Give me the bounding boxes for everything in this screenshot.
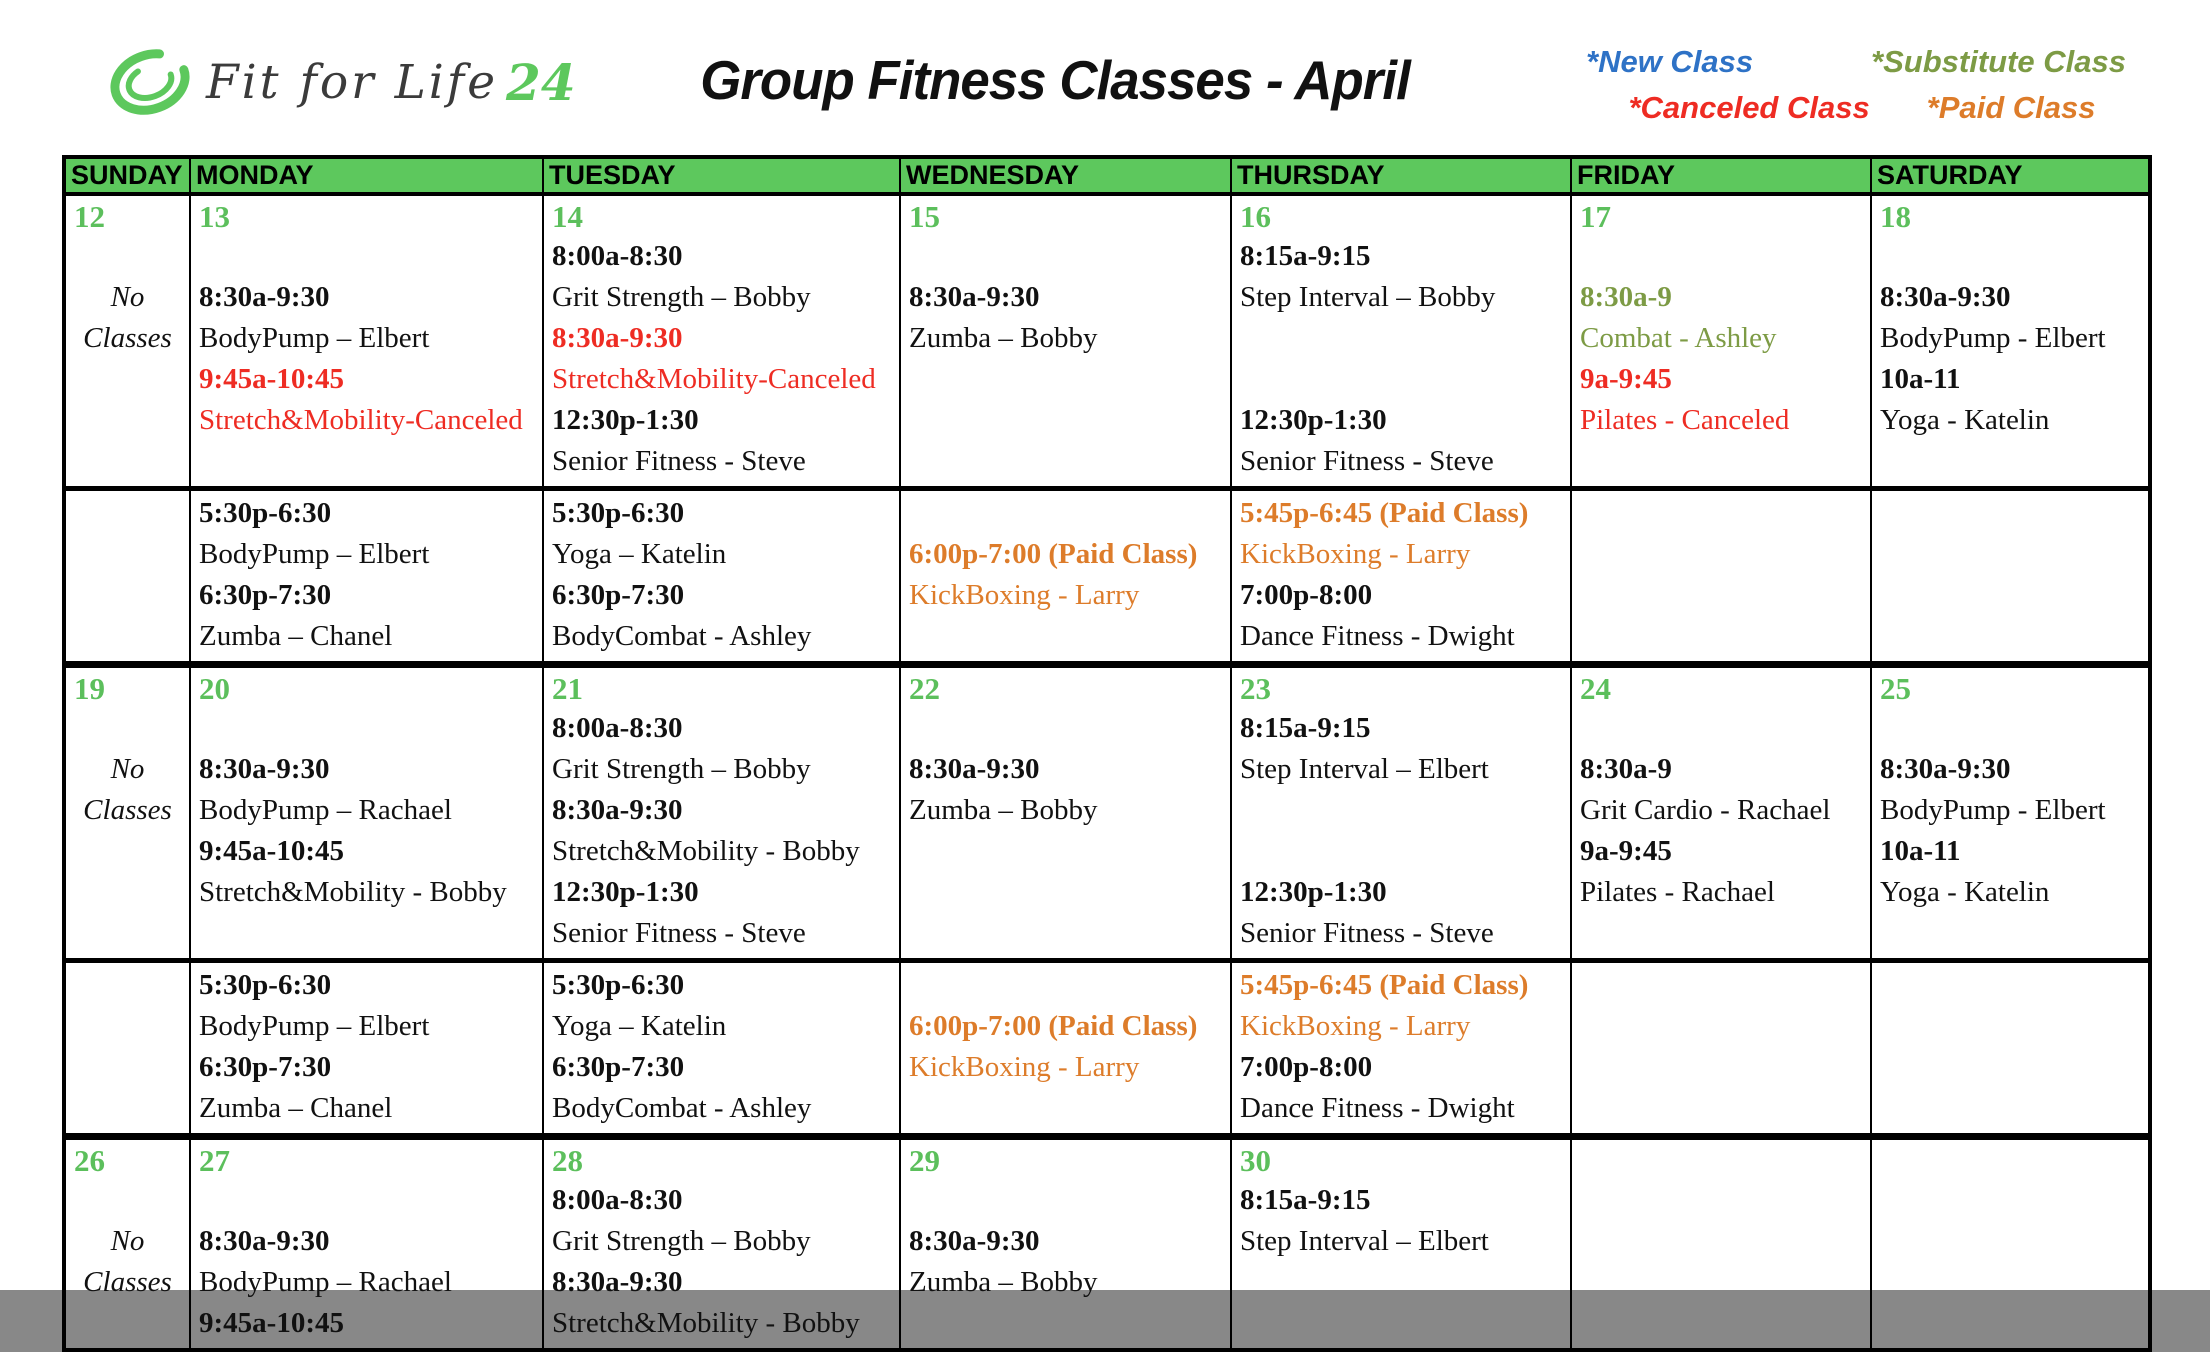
week3-morning-row — [64, 1137, 2150, 1351]
blank-line — [74, 236, 181, 277]
schedule-line: KickBoxing - Larry — [909, 579, 1140, 611]
schedule-line: 8:30a-9:30 — [552, 794, 683, 826]
week2-evening-row — [64, 961, 2150, 1137]
blank-line — [1880, 708, 2140, 749]
day-cell-14 — [543, 194, 900, 489]
schedule-line: Stretch&Mobility-Canceled — [552, 363, 876, 395]
schedule-line: Zumba – Chanel — [199, 620, 393, 652]
schedule-line: 12:30p-1:30 — [552, 876, 699, 908]
empty-cell — [1571, 489, 1871, 665]
blank-line — [1240, 831, 1562, 872]
blank-line — [909, 965, 1222, 1006]
schedule-line: 8:30a-9:30 — [909, 1225, 1040, 1257]
schedule-line: Senior Fitness - Steve — [1240, 445, 1494, 477]
schedule-line: 10a-11 — [1880, 835, 1961, 867]
week1-morning-row — [64, 194, 2150, 489]
day-cell-23 — [1231, 665, 1571, 961]
day-number: 17 — [1580, 199, 1611, 234]
schedule-line: Yoga – Katelin — [552, 1010, 727, 1042]
schedule-line: BodyPump – Elbert — [199, 538, 430, 570]
blank-line — [909, 493, 1222, 534]
schedule-line: Stretch&Mobility - Bobby — [552, 1307, 860, 1339]
schedule-line: 8:30a-9:30 — [909, 753, 1040, 785]
day-header-tuesday: TUESDAY — [543, 157, 900, 194]
day-header-friday: FRIDAY — [1571, 157, 1871, 194]
day-cell-29 — [900, 1137, 1231, 1351]
legend — [1586, 44, 2126, 136]
day-header-sunday: SUNDAY — [64, 157, 190, 194]
schedule-line: Classes — [83, 322, 172, 354]
day-number: 27 — [199, 1143, 230, 1178]
legend-canceled-class: *Canceled Class — [1628, 90, 1870, 125]
day-header-thursday: THURSDAY — [1231, 157, 1571, 194]
schedule-line: Senior Fitness - Steve — [552, 917, 806, 949]
schedule-line: 9a-9:45 — [1580, 835, 1672, 867]
blank-line — [199, 913, 534, 954]
day-cell-18 — [1871, 194, 2150, 489]
schedule-line: Pilates - Rachael — [1580, 876, 1775, 908]
day-number: 21 — [552, 671, 583, 706]
schedule-line: 5:30p-6:30 — [552, 969, 685, 1001]
schedule-line: Yoga – Katelin — [552, 538, 727, 570]
schedule-line: 12:30p-1:30 — [552, 404, 699, 436]
day-number: 30 — [1240, 1143, 1271, 1178]
schedule-line: 5:30p-6:30 — [199, 969, 332, 1001]
blank-line — [1240, 359, 1562, 400]
blank-line — [1240, 318, 1562, 359]
schedule-line: Classes — [83, 1266, 172, 1298]
schedule-line: 5:45p-6:45 (Paid Class) — [1240, 969, 1529, 1001]
day-number: 18 — [1880, 199, 1911, 234]
schedule-line: Classes — [83, 794, 172, 826]
blank-line — [909, 400, 1222, 441]
day-number: 25 — [1880, 671, 1911, 706]
schedule-line: Dance Fitness - Dwight — [1240, 620, 1515, 652]
day-cell-22 — [900, 665, 1231, 961]
schedule-line: 5:45p-6:45 (Paid Class) — [1240, 497, 1529, 529]
schedule-line: 8:30a-9:30 — [1880, 281, 2011, 313]
schedule-line: KickBoxing - Larry — [909, 1051, 1140, 1083]
schedule-line: 5:30p-6:30 — [552, 497, 685, 529]
day-cell-16 — [1231, 194, 1571, 489]
day-header-monday: MONDAY — [190, 157, 543, 194]
schedule-line: Stretch&Mobility - Bobby — [552, 835, 860, 867]
schedule-line: 6:30p-7:30 — [199, 1051, 332, 1083]
schedule-line: Step Interval – Bobby — [1240, 281, 1496, 313]
schedule-line: Grit Strength – Bobby — [552, 281, 811, 313]
schedule-line: 8:30a-9:30 — [909, 281, 1040, 313]
schedule-line: 8:30a-9:30 — [199, 281, 330, 313]
schedule-line: 10a-11 — [1880, 363, 1961, 395]
schedule-line: 7:00p-8:00 — [1240, 1051, 1373, 1083]
day-cell-25 — [1871, 665, 2150, 961]
logo-ring-icon — [104, 38, 196, 126]
schedule-line: 9:45a-10:45 — [199, 1307, 344, 1339]
blank-line — [909, 359, 1222, 400]
day-number: 23 — [1240, 671, 1271, 706]
schedule-line: Pilates - Canceled — [1580, 404, 1790, 436]
legend-new-class: *New Class — [1586, 44, 1754, 79]
day-cell-19 — [64, 665, 190, 961]
blank-line — [1580, 236, 1862, 277]
schedule-line: 8:15a-9:15 — [1240, 1184, 1371, 1216]
schedule-line: 12:30p-1:30 — [1240, 876, 1387, 908]
empty-cell — [1571, 961, 1871, 1137]
day-number: 29 — [909, 1143, 940, 1178]
week2-morning-row — [64, 665, 2150, 961]
schedule-line: Stretch&Mobility - Bobby — [199, 876, 507, 908]
schedule-line: Zumba – Bobby — [909, 1266, 1098, 1298]
empty-cell — [1871, 961, 2150, 1137]
schedule-line: No — [110, 1225, 145, 1257]
schedule-line: 6:00p-7:00 (Paid Class) — [909, 1010, 1198, 1042]
day-number: 19 — [74, 671, 105, 706]
day-header-wednesday: WEDNESDAY — [900, 157, 1231, 194]
empty-cell — [190, 489, 543, 665]
schedule-line: 9:45a-10:45 — [199, 835, 344, 867]
day-cell-13 — [190, 194, 543, 489]
empty-cell — [1871, 1137, 2150, 1351]
schedule-line: No — [110, 281, 145, 313]
day-header-row — [64, 157, 2150, 194]
day-cell-27 — [190, 1137, 543, 1351]
calendar-table — [62, 155, 2152, 1352]
empty-cell — [1571, 1137, 1871, 1351]
day-cell-28 — [543, 1137, 900, 1351]
schedule-line: 6:30p-7:30 — [552, 579, 685, 611]
schedule-line: KickBoxing - Larry — [1240, 1010, 1471, 1042]
legend-substitute-class: *Substitute Class — [1871, 44, 2126, 79]
blank-line — [74, 441, 181, 482]
blank-line — [1880, 236, 2140, 277]
blank-line — [909, 831, 1222, 872]
blank-line — [74, 872, 181, 913]
schedule-line: No — [110, 753, 145, 785]
schedule-line: BodyCombat - Ashley — [552, 1092, 812, 1124]
blank-line — [1240, 790, 1562, 831]
schedule-line: Senior Fitness - Steve — [552, 445, 806, 477]
schedule-line: BodyPump - Elbert — [1880, 794, 2106, 826]
schedule-line: BodyPump – Elbert — [199, 1010, 430, 1042]
blank-line — [909, 913, 1222, 954]
blank-line — [1880, 441, 2140, 482]
blank-line — [1580, 913, 1862, 954]
legend-row-2 — [1586, 90, 2126, 126]
blank-line — [74, 913, 181, 954]
blank-line — [1580, 708, 1862, 749]
blank-line — [199, 236, 534, 277]
logo-name: Fit for Life — [206, 54, 499, 110]
blank-line — [909, 236, 1222, 277]
schedule-line: BodyPump – Rachael — [199, 794, 452, 826]
empty-cell — [64, 489, 190, 665]
schedule-line: Step Interval – Elbert — [1240, 1225, 1489, 1257]
schedule-line: 6:00p-7:00 (Paid Class) — [909, 538, 1198, 570]
schedule-line: 8:30a-9:30 — [552, 322, 683, 354]
schedule-line: Grit Strength – Bobby — [552, 753, 811, 785]
schedule-line: 8:30a-9:30 — [199, 753, 330, 785]
day-header-saturday: SATURDAY — [1871, 157, 2150, 194]
day-cell-21 — [543, 665, 900, 961]
day-cell-26 — [64, 1137, 190, 1351]
day-cell-15 — [900, 194, 1231, 489]
schedule-line: 9a-9:45 — [1580, 363, 1672, 395]
empty-cell — [1871, 489, 2150, 665]
day-number: 16 — [1240, 199, 1271, 234]
legend-paid-class: *Paid Class — [1926, 90, 2096, 125]
schedule-line: BodyPump - Elbert — [1880, 322, 2106, 354]
blank-line — [909, 708, 1222, 749]
empty-cell — [64, 961, 190, 1137]
schedule-line: Yoga - Katelin — [1880, 404, 2050, 436]
day-cell-30 — [1231, 1137, 1571, 1351]
blank-line — [909, 1088, 1222, 1129]
day-number: 28 — [552, 1143, 583, 1178]
schedule-line: 7:00p-8:00 — [1240, 579, 1373, 611]
day-number: 20 — [199, 671, 230, 706]
blank-line — [74, 708, 181, 749]
schedule-line: Stretch&Mobility-Canceled — [199, 404, 523, 436]
schedule-line: Zumba – Bobby — [909, 794, 1098, 826]
day-number: 22 — [909, 671, 940, 706]
day-cell-24 — [1571, 665, 1871, 961]
day-number: 12 — [74, 199, 105, 234]
empty-cell — [543, 961, 900, 1137]
blank-line — [74, 359, 181, 400]
schedule-line: Combat - Ashley — [1580, 322, 1777, 354]
schedule-line: 8:30a-9:30 — [1880, 753, 2011, 785]
schedule-line: 12:30p-1:30 — [1240, 404, 1387, 436]
schedule-line: Grit Cardio - Rachael — [1580, 794, 1831, 826]
blank-line — [74, 400, 181, 441]
schedule-line: Senior Fitness - Steve — [1240, 917, 1494, 949]
schedule-line: Zumba – Chanel — [199, 1092, 393, 1124]
schedule-line: KickBoxing - Larry — [1240, 538, 1471, 570]
schedule-line: 6:30p-7:30 — [199, 579, 332, 611]
schedule-line: Yoga - Katelin — [1880, 876, 2050, 908]
schedule-line: 8:00a-8:30 — [552, 240, 683, 272]
blank-line — [74, 831, 181, 872]
blank-line — [199, 708, 534, 749]
blank-line — [909, 616, 1222, 657]
schedule-line: BodyCombat - Ashley — [552, 620, 812, 652]
schedule-line: 8:30a-9:30 — [199, 1225, 330, 1257]
blank-line — [74, 1180, 181, 1221]
week1-evening-row — [64, 489, 2150, 665]
empty-cell — [1231, 489, 1571, 665]
legend-row-1 — [1586, 44, 2126, 80]
schedule-line: Grit Strength – Bobby — [552, 1225, 811, 1257]
schedule-line: 8:30a-9 — [1580, 281, 1672, 313]
logo — [104, 38, 576, 126]
empty-cell — [190, 961, 543, 1137]
page-title: Group Fitness Classes - April — [700, 49, 1410, 111]
schedule-line: 8:00a-8:30 — [552, 712, 683, 744]
schedule-line: Dance Fitness - Dwight — [1240, 1092, 1515, 1124]
day-number: 15 — [909, 199, 940, 234]
blank-line — [909, 441, 1222, 482]
schedule-line: 8:30a-9:30 — [552, 1266, 683, 1298]
empty-cell — [900, 489, 1231, 665]
blank-line — [1580, 441, 1862, 482]
schedule-line: 6:30p-7:30 — [552, 1051, 685, 1083]
day-number: 24 — [1580, 671, 1611, 706]
blank-line — [909, 872, 1222, 913]
empty-cell — [543, 489, 900, 665]
blank-line — [1880, 913, 2140, 954]
schedule-line: 8:15a-9:15 — [1240, 712, 1371, 744]
empty-cell — [900, 961, 1231, 1137]
day-cell-17 — [1571, 194, 1871, 489]
blank-line — [909, 1180, 1222, 1221]
day-cell-12 — [64, 194, 190, 489]
day-cell-20 — [190, 665, 543, 961]
day-number: 13 — [199, 199, 230, 234]
logo-number: 24 — [506, 52, 576, 112]
schedule-line: BodyPump – Rachael — [199, 1266, 452, 1298]
empty-cell — [1231, 961, 1571, 1137]
schedule-line: Zumba – Bobby — [909, 322, 1098, 354]
schedule-line: BodyPump – Elbert — [199, 322, 430, 354]
schedule-line: 9:45a-10:45 — [199, 363, 344, 395]
schedule-line: Step Interval – Elbert — [1240, 753, 1489, 785]
schedule-line: 5:30p-6:30 — [199, 497, 332, 529]
schedule-line: 8:30a-9 — [1580, 753, 1672, 785]
schedule-line: 8:00a-8:30 — [552, 1184, 683, 1216]
schedule-line: 8:15a-9:15 — [1240, 240, 1371, 272]
blank-line — [199, 1180, 534, 1221]
blank-line — [199, 441, 534, 482]
day-number: 26 — [74, 1143, 105, 1178]
day-number: 14 — [552, 199, 583, 234]
